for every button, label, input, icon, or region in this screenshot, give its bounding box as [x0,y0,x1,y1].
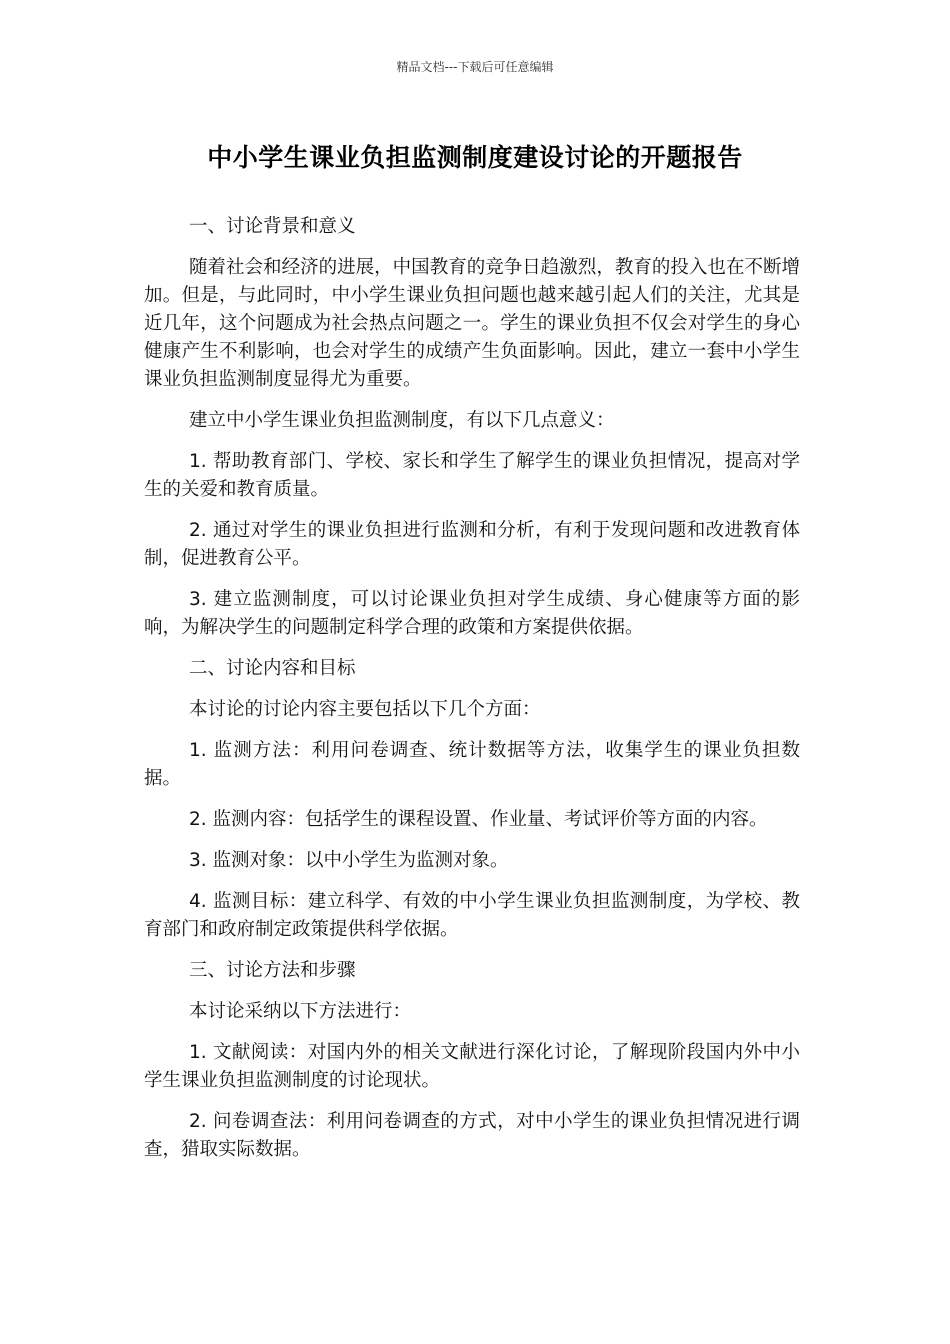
document-body [144,213,800,1177]
paragraph-significance-intro: 建立中小学生课业负担监测制度，有以下几点意义： [189,410,615,431]
list-item-significance-2: 2. 通过对学生的课业负担进行监测和分析，有利于发现问题和改进教育体制，促进教育公平。 [144,520,800,569]
list-item-content-4: 4. 监测目标：建立科学、有效的中小学生课业负担监测制度，为学校、教育部门和政府制定政策提供科学依据。 [144,891,800,940]
list-item-content-1: 1. 监测方法：利用问卷调查、统计数据等方法，收集学生的课业负担数据。 [144,740,800,789]
section-heading-content: 二、讨论内容和目标 [189,658,356,679]
list-item-significance-3: 3. 建立监测制度，可以讨论课业负担对学生成绩、身心健康等方面的影响，为解决学生的问题制定科学合理的政策和方案提供依据。 [144,589,800,638]
paragraph-background: 随着社会和经济的进展，中国教育的竞争日趋激烈，教育的投入也在不断增加。但是，与此同时，中小学生课业负担问题也越来越引起人们的关注，尤其是近几年，这个问题成为社会热点问题之一。学生的课业负担不仅会对学生的身心健康产生不利影响，也会对学生的成绩产生负面影响。因此，建立一套中小学生课业负担监测制度显得尤为重要。 [144,257,800,390]
section-heading-methods: 三、讨论方法和步骤 [189,960,356,981]
paragraph-content-intro: 本讨论的讨论内容主要包括以下几个方面： [189,699,541,720]
paragraph-methods-intro: 本讨论采纳以下方法进行： [189,1001,412,1022]
section-heading-background: 一、讨论背景和意义 [189,216,356,237]
list-item-content-3: 3. 监测对象：以中小学生为监测对象。 [189,850,509,871]
list-item-content-2: 2. 监测内容：包括学生的课程设置、作业量、考试评价等方面的内容。 [189,809,768,830]
header-note: 精品文档---下载后可任意编辑 [396,60,554,74]
document-title: 中小学生课业负担监测制度建设讨论的开题报告 [207,143,743,172]
list-item-significance-1: 1. 帮助教育部门、学校、家长和学生了解学生的课业负担情况，提高对学生的关爱和教育质量。 [144,451,800,500]
list-item-method-2: 2. 问卷调查法：利用问卷调查的方式，对中小学生的课业负担情况进行调查，猎取实际数据。 [144,1111,800,1160]
list-item-method-1: 1. 文献阅读：对国内外的相关文献进行深化讨论，了解现阶段国内外中小学生课业负担监测制度的讨论现状。 [144,1042,800,1091]
